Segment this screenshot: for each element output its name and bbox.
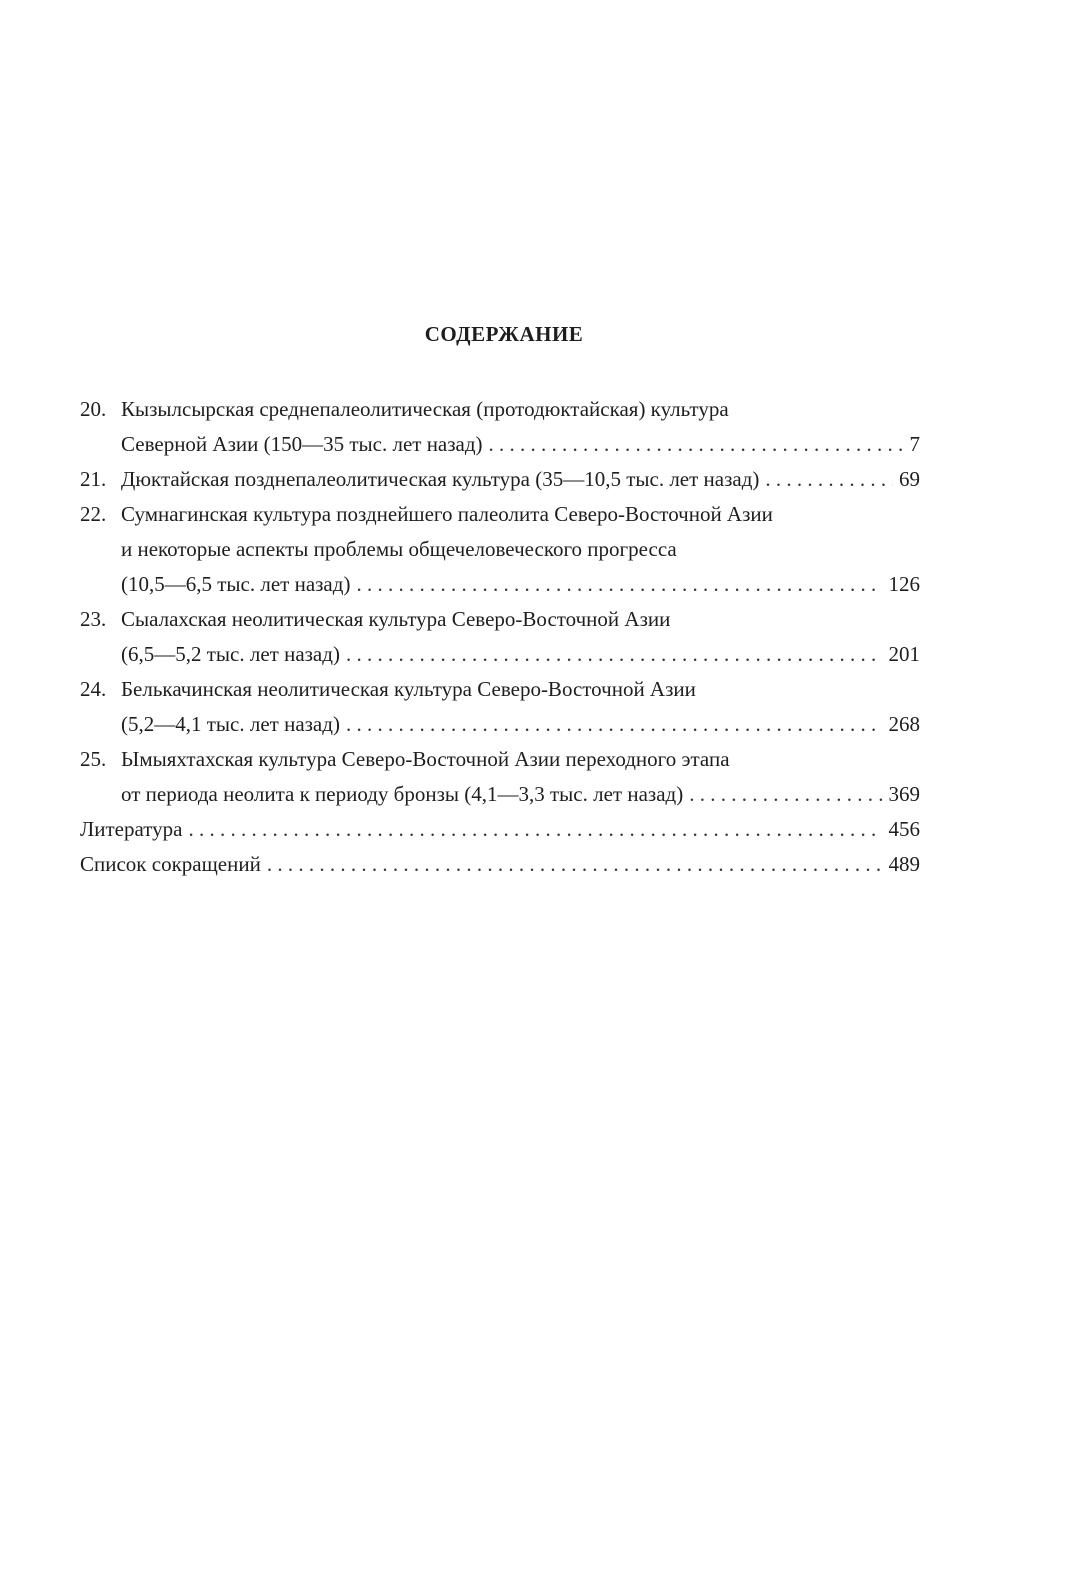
toc-entry-number: 20.: [80, 397, 107, 421]
toc-entry-title-line: (10,5—6,5 тыс. лет назад): [121, 572, 351, 596]
toc-entry-21[interactable]: [80, 462, 920, 497]
toc-entry-24[interactable]: [80, 672, 920, 742]
toc-entry-title-line: (5,2—4,1 тыс. лет назад): [121, 712, 340, 736]
toc-entry-title-line: Список сокращений: [80, 852, 261, 876]
toc-entry-22[interactable]: [80, 497, 920, 602]
dot-leader: [346, 707, 883, 742]
toc-entry-title-line: Дюктайская позднепалеолитическая культура (35—10,5 тыс. лет назад): [121, 467, 760, 491]
toc-entry-title-line: Кызылсырская среднепалеолитическая (протодюктайская) культура: [121, 397, 729, 421]
toc-entry-number: 24.: [80, 677, 107, 701]
toc-entry-number: 25.: [80, 747, 107, 771]
dot-leader: [689, 777, 882, 812]
toc-page-number: 489: [888, 852, 920, 876]
toc-entry-title-line: Ымыяхтахская культура Северо-Восточной Азии переходного этапа: [121, 747, 730, 771]
toc-page-number: 7: [909, 432, 920, 456]
toc-entry-abbreviations[interactable]: [80, 847, 920, 882]
toc-entry-title-line: Белькачинская неолитическая культура Северо-Восточной Азии: [121, 677, 696, 701]
dot-leader: [346, 637, 883, 672]
dot-leader: [267, 847, 883, 882]
dot-leader: [489, 427, 904, 462]
toc-entry-literature[interactable]: [80, 812, 920, 847]
toc-entry-title-line: от периода неолита к периоду бронзы (4,1—3,3 тыс. лет назад): [121, 782, 684, 806]
toc-entry-title-line: и некоторые аспекты проблемы общечеловеческого прогресса: [121, 537, 677, 561]
toc-entry-number: 21.: [80, 467, 107, 491]
toc-page-number: 369: [888, 782, 920, 806]
toc-entry-title-line: (6,5—5,2 тыс. лет назад): [121, 642, 340, 666]
toc-entry-number: 23.: [80, 607, 107, 631]
toc-entry-title-line: Литература: [80, 817, 183, 841]
toc-page-number: 126: [888, 572, 920, 596]
toc-entry-20[interactable]: [80, 392, 920, 462]
dot-leader: [765, 462, 893, 497]
table-of-contents: [80, 392, 920, 882]
toc-page-number: 69: [899, 467, 920, 491]
toc-heading: СОДЕРЖАНИЕ: [424, 322, 584, 346]
toc-entry-number: 22.: [80, 502, 107, 526]
toc-entry-title-line: Северной Азии (150—35 тыс. лет назад): [121, 432, 483, 456]
toc-page-number: 201: [888, 642, 920, 666]
toc-page-number: 456: [888, 817, 920, 841]
toc-page-number: 268: [888, 712, 920, 736]
toc-entry-25[interactable]: [80, 742, 920, 812]
toc-entry-title-line: Сумнагинская культура позднейшего палеолита Северо-Восточной Азии: [121, 502, 773, 526]
dot-leader: [356, 567, 882, 602]
toc-entry-title-line: Сыалахская неолитическая культура Северо-Восточной Азии: [121, 607, 671, 631]
dot-leader: [188, 812, 882, 847]
toc-entry-23[interactable]: [80, 602, 920, 672]
